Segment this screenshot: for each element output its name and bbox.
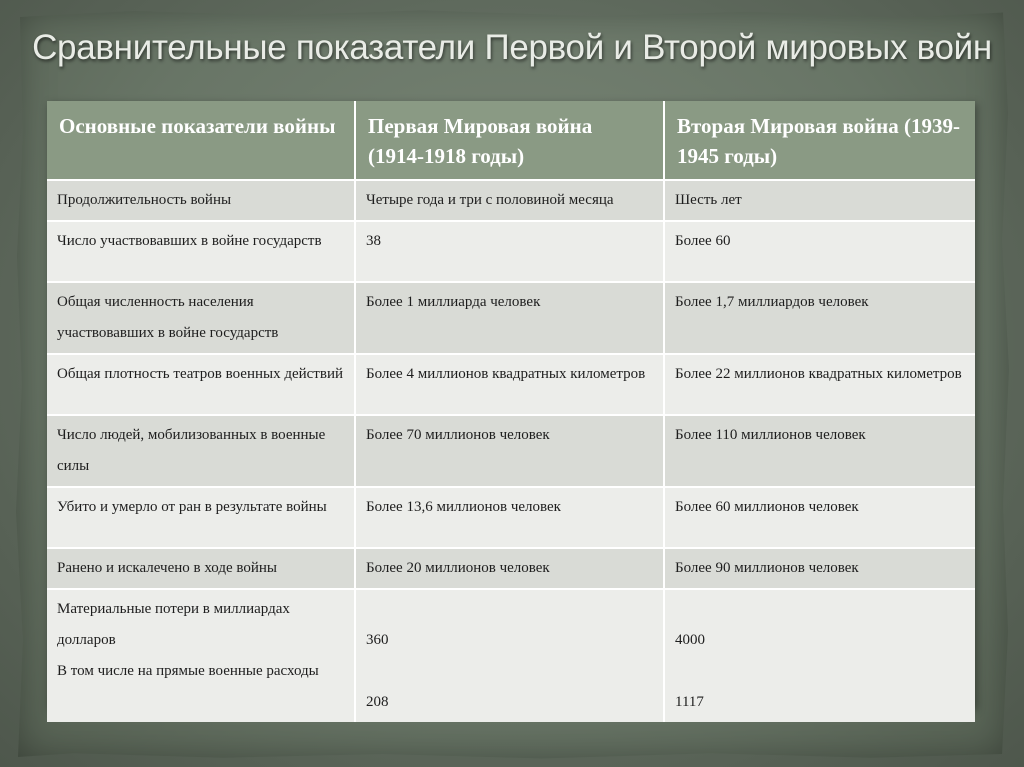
direct-expenses-label: В том числе на прямые военные расходы (57, 663, 319, 679)
table-row (47, 415, 975, 487)
table-header-row (47, 101, 975, 180)
row-label: Число участвовавших в войне государств (47, 221, 355, 282)
ww1-value: Более 20 миллионов человек (355, 548, 664, 589)
row-label: Число людей, мобилизованных в военные силы (47, 415, 355, 487)
row-label: Убито и умерло от ран в результате войны (47, 487, 355, 548)
ww2-direct-expenses: 1117 (675, 694, 704, 710)
ww2-value: Шесть лет (664, 180, 975, 221)
table-row (47, 180, 975, 221)
ww2-value: Более 1,7 миллиардов человек (664, 282, 975, 354)
ww2-value: Более 110 миллионов человек (664, 415, 975, 487)
ww1-value: Более 1 миллиарда человек (355, 282, 664, 354)
row-label: Ранено и искалечено в ходе войны (47, 548, 355, 589)
ww1-value (355, 589, 664, 722)
table-row (47, 354, 975, 415)
table-row (47, 282, 975, 354)
comparison-table (47, 101, 975, 710)
header-ww1: Первая Мировая война (1914-1918 годы) (355, 101, 664, 180)
row-label: Продолжительность войны (47, 180, 355, 221)
row-label (47, 589, 355, 722)
ww1-value: 38 (355, 221, 664, 282)
table-row (47, 487, 975, 548)
slide-title: Сравнительные показатели Первой и Второй мировых войн (32, 28, 992, 67)
ww1-value: Более 70 миллионов человек (355, 415, 664, 487)
ww2-value: Более 22 миллионов квадратных километров (664, 354, 975, 415)
table-row (47, 548, 975, 589)
row-label: Общая численность населения участвовавших в войне государств (47, 282, 355, 354)
ww1-value: Более 13,6 миллионов человек (355, 487, 664, 548)
material-losses-label: Материальные потери в миллиардах долларов (57, 601, 290, 648)
row-label: Общая плотность театров военных действий (47, 354, 355, 415)
ww2-material-losses: 4000 (675, 632, 705, 648)
ww1-material-losses: 360 (366, 632, 389, 648)
header-ww2: Вторая Мировая война (1939-1945 годы) (664, 101, 975, 180)
ww1-value: Четыре года и три с половиной месяца (355, 180, 664, 221)
ww1-value: Более 4 миллионов квадратных километров (355, 354, 664, 415)
header-indicators: Основные показатели войны (47, 101, 355, 180)
table-row (47, 221, 975, 282)
ww2-value: Более 60 (664, 221, 975, 282)
table-row (47, 589, 975, 722)
ww2-value (664, 589, 975, 722)
ww2-value: Более 60 миллионов человек (664, 487, 975, 548)
ww1-direct-expenses: 208 (366, 694, 389, 710)
ww2-value: Более 90 миллионов человек (664, 548, 975, 589)
